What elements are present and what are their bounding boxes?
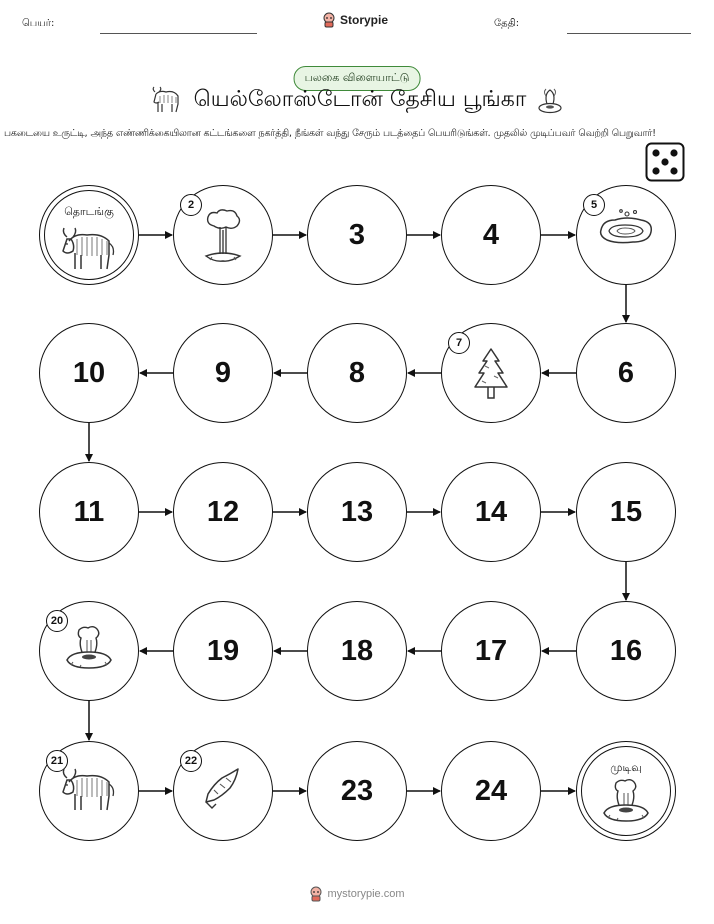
board-space-13[interactable] bbox=[307, 462, 407, 562]
board-space-16[interactable] bbox=[576, 601, 676, 701]
board-space-21[interactable] bbox=[39, 741, 139, 841]
arrowhead-icon bbox=[200, 764, 246, 816]
board-space-14[interactable] bbox=[441, 462, 541, 562]
board-space-18[interactable] bbox=[307, 601, 407, 701]
board-space-12[interactable] bbox=[173, 462, 273, 562]
name-label: பெயர்: bbox=[22, 18, 55, 29]
geyser-mound-icon bbox=[600, 777, 652, 833]
board-space-10[interactable] bbox=[39, 323, 139, 423]
space-number: 6 bbox=[617, 356, 635, 389]
space-number-badge: 20 bbox=[46, 610, 68, 632]
space-number-badge: 7 bbox=[448, 332, 470, 354]
yak-icon bbox=[59, 764, 119, 820]
space-number: 11 bbox=[73, 495, 105, 528]
brand-name: Storypie bbox=[340, 13, 389, 27]
space-number: 4 bbox=[482, 218, 500, 251]
activity-tag: பலகை விளையாட்டு bbox=[294, 66, 421, 91]
board-space-4[interactable] bbox=[441, 185, 541, 285]
board-space-24[interactable] bbox=[441, 741, 541, 841]
board-space-15[interactable] bbox=[576, 462, 676, 562]
board-space-8[interactable] bbox=[307, 323, 407, 423]
date-label: தேதி: bbox=[494, 18, 520, 29]
space-number: 13 bbox=[340, 495, 374, 528]
board-space-23[interactable] bbox=[307, 741, 407, 841]
space-number: 24 bbox=[474, 774, 508, 807]
footer bbox=[0, 886, 714, 902]
space-number-badge: 5 bbox=[583, 194, 605, 216]
instructions: பகடையை உருட்டி, அந்த எண்ணிக்கையிலான கட்டங்களை நகர்த்தி, நீங்கள் வந்து சேரும் படத்தைப் பெயரிடுங்கள். முதலில் முடிப்பவர் வெற்றி பெறுவார்! bbox=[4, 128, 657, 139]
geyser-eruption-icon bbox=[200, 208, 246, 270]
space-number: 9 bbox=[214, 356, 232, 389]
pine-tree-icon bbox=[470, 346, 512, 408]
space-number: 8 bbox=[348, 356, 366, 389]
space-number: 23 bbox=[340, 774, 374, 807]
space-number: 14 bbox=[474, 495, 508, 528]
footer-url[interactable]: mystorypie.com bbox=[327, 888, 405, 900]
board-space-11[interactable] bbox=[39, 462, 139, 562]
space-number-badge: 22 bbox=[180, 750, 202, 772]
hot-spring-icon bbox=[597, 208, 655, 252]
board-space-6[interactable] bbox=[576, 323, 676, 423]
space-number: 18 bbox=[340, 634, 374, 667]
board-space-5[interactable] bbox=[576, 185, 676, 285]
board-space-3[interactable] bbox=[307, 185, 407, 285]
board-space-20[interactable] bbox=[39, 601, 139, 701]
finish-space[interactable] bbox=[576, 741, 676, 841]
board-space-19[interactable] bbox=[173, 601, 273, 701]
space-number: 16 bbox=[609, 634, 643, 667]
page-title: யெல்லோஸ்டோன் தேசிய பூங்கா bbox=[193, 87, 527, 112]
space-number-badge: 2 bbox=[180, 194, 202, 216]
board-space-7[interactable] bbox=[441, 323, 541, 423]
board-space-17[interactable] bbox=[441, 601, 541, 701]
board-space-9[interactable] bbox=[173, 323, 273, 423]
space-number: 12 bbox=[206, 495, 240, 528]
yak-icon bbox=[59, 223, 119, 279]
space-number: 15 bbox=[609, 495, 643, 528]
space-number: 3 bbox=[348, 218, 366, 251]
space-number: 10 bbox=[72, 356, 106, 389]
storypie-mascot-icon bbox=[309, 886, 323, 902]
start-space[interactable] bbox=[39, 185, 139, 285]
board-space-2[interactable] bbox=[173, 185, 273, 285]
space-number: 19 bbox=[206, 634, 240, 667]
space-number-badge: 21 bbox=[46, 750, 68, 772]
finish-label: முடிவு bbox=[610, 761, 642, 774]
board-space-22[interactable] bbox=[173, 741, 273, 841]
geyser-mound-icon bbox=[63, 624, 115, 680]
start-label: தொடங்கு bbox=[64, 205, 114, 218]
space-number: 17 bbox=[474, 634, 508, 667]
